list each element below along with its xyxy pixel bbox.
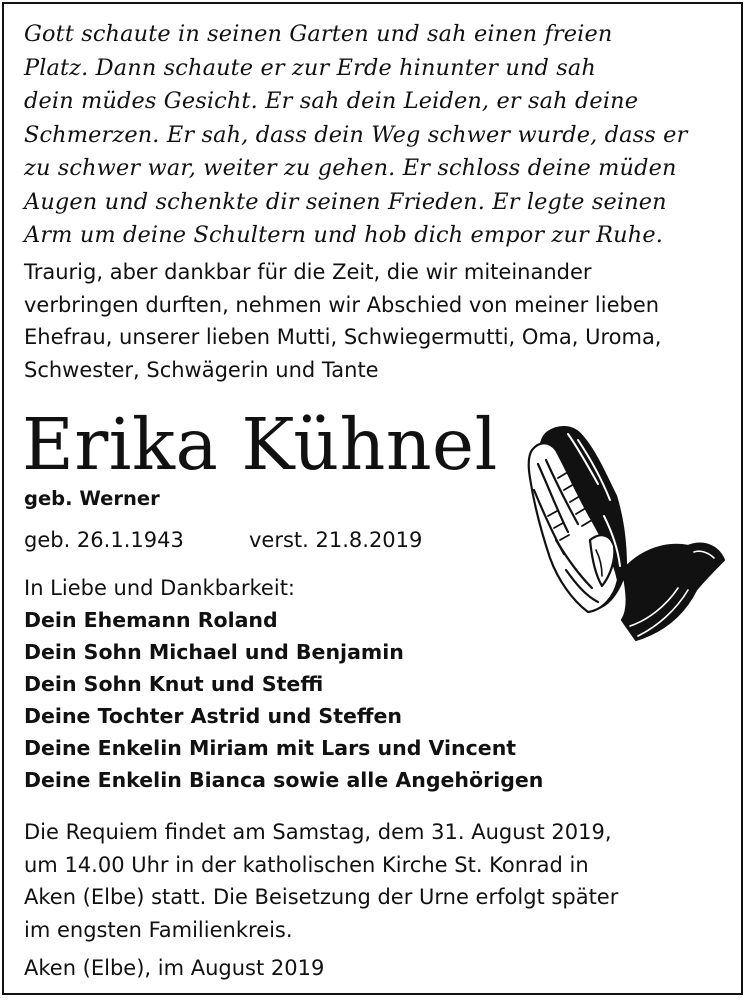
service-info — [24, 816, 724, 946]
intro-line: verbringen durften, nehmen wir Abschied von meiner lieben — [24, 292, 660, 317]
service-line: Aken (Elbe) statt. Die Beisetzung der Urne erfolgt später — [24, 885, 619, 909]
family-member: Deine Enkelin Bianca sowie alle Angehörigen — [24, 768, 544, 792]
intro-line: Traurig, aber dankbar für die Zeit, die wir miteinander — [24, 260, 592, 284]
family-member: Deine Enkelin Miriam mit Lars und Vincent — [24, 736, 517, 760]
intro-line: Schwester, Schwägerin und Tante — [24, 357, 379, 382]
family-member: Dein Sohn Michael und Benjamin — [24, 640, 404, 664]
family-member: Deine Tochter Astrid und Steffen — [24, 704, 403, 728]
poem-text — [24, 18, 724, 253]
deceased-name: Erika Kühnel — [22, 403, 498, 486]
family-heading: In Liebe und Dankbarkeit: — [24, 576, 296, 600]
poem-line: Schmerzen. Er sah, dass dein Weg schwer wurde, dass er — [24, 121, 688, 148]
poem-line: Augen und schenkte dir seinen Frieden. Er legte seinen — [24, 188, 667, 215]
death-date: verst. 21.8.2019 — [249, 528, 423, 552]
poem-line: dein müdes Gesicht. Er sah dein Leiden, er sah deine — [24, 88, 639, 114]
service-line: Die Requiem findet am Samstag, dem 31. August 2019, — [24, 820, 612, 844]
birth-date: geb. 26.1.1943 — [24, 528, 184, 552]
poem-line: zu schwer war, weiter zu gehen. Er schloss deine müden — [24, 155, 677, 181]
maiden-name: geb. Werner — [24, 487, 160, 510]
intro-text — [24, 256, 724, 386]
family-member: Dein Sohn Knut und Steffi — [24, 672, 324, 696]
service-line: im engsten Familienkreis. — [24, 917, 293, 942]
poem-line: Gott schaute in seinen Garten und sah einen freien — [24, 21, 613, 47]
poem-line: Arm um deine Schultern und hob dich empor zur Ruhe. — [24, 222, 663, 248]
service-line: um 14.00 Uhr in der katholischen Kirche St. Konrad in — [24, 852, 589, 877]
family-member: Dein Ehemann Roland — [24, 608, 278, 632]
poem-line: Platz. Dann schaute er zur Erde hinunter und sah — [24, 54, 596, 81]
intro-line: Ehefrau, unserer lieben Mutti, Schwiegermutti, Oma, Uroma, — [24, 325, 662, 349]
family-list — [24, 572, 724, 796]
place-date: Aken (Elbe), im August 2019 — [24, 956, 325, 980]
